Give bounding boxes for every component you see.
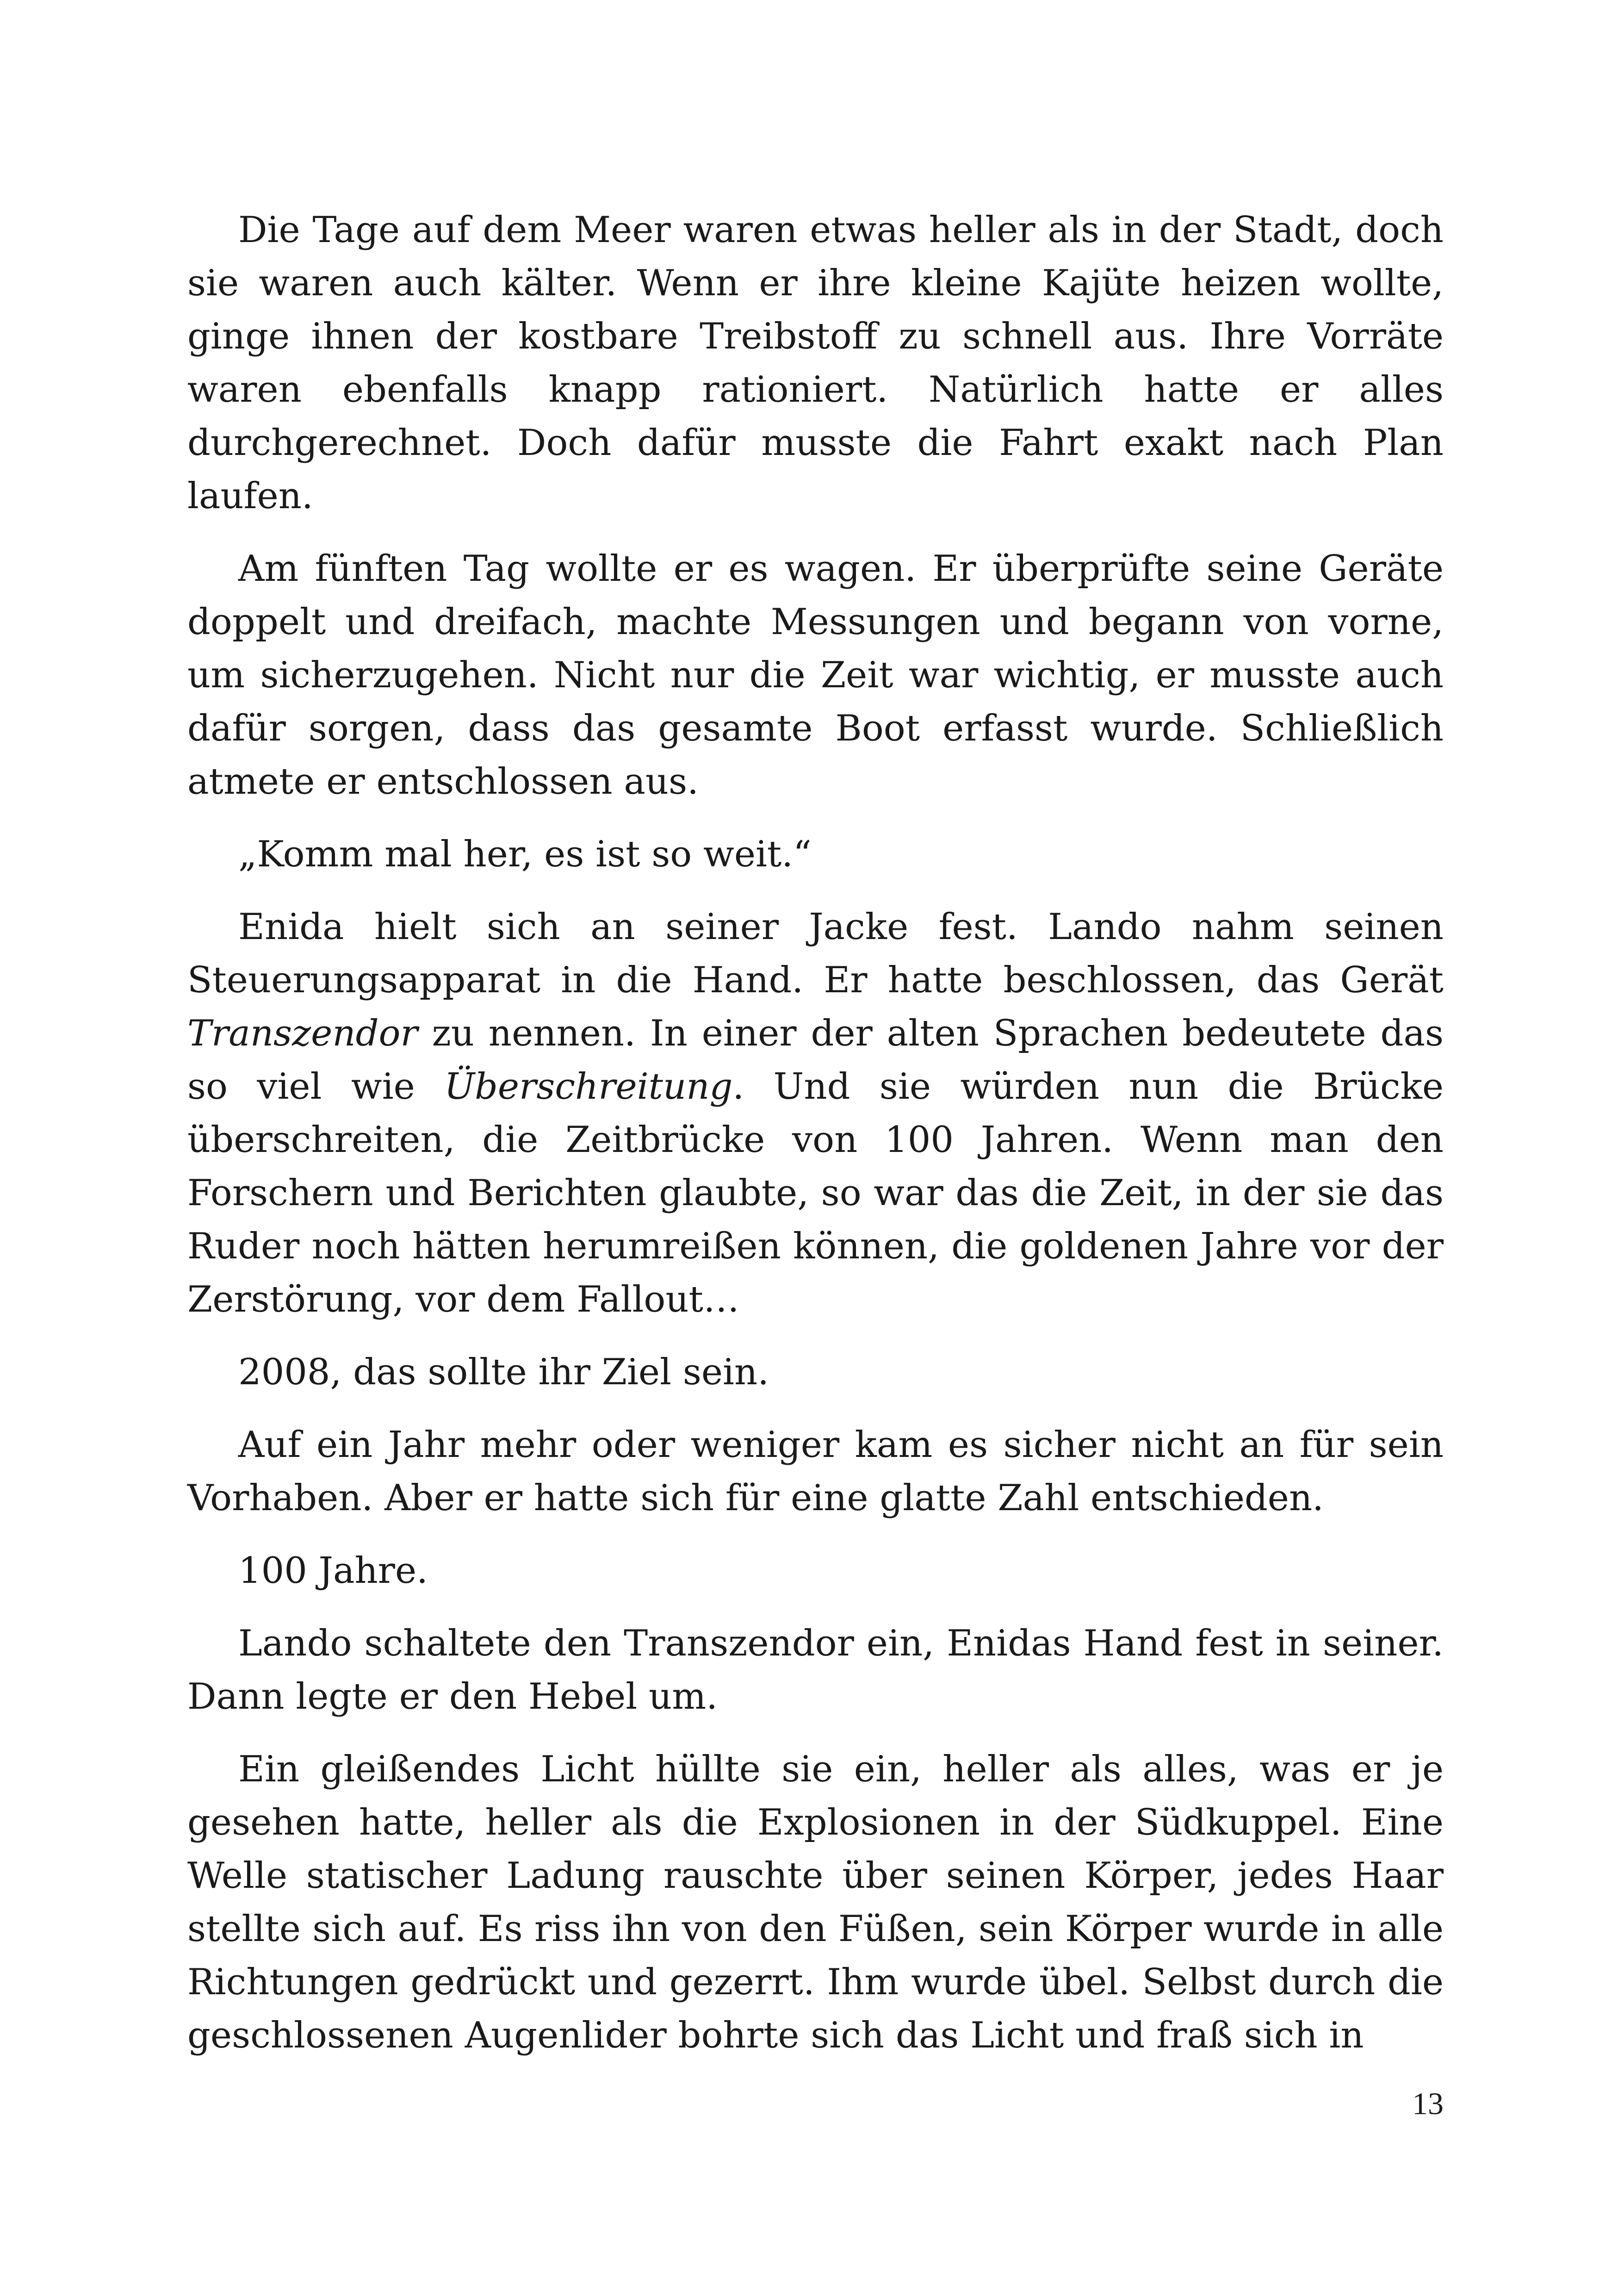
paragraph-4-text-b: zu nennen. In einer der alten Sprachen bedeutete das so viel wie [187, 1013, 1444, 1108]
paragraph-6: Auf ein Jahr mehr oder weniger kam es sicher nicht an für sein Vorhaben. Aber er hatte sich für eine glatte Zahl entschieden. [187, 1424, 1444, 1519]
paragraph-4 [187, 901, 1444, 1326]
paragraph-4-italic-transzendor: Transzendor [187, 1013, 418, 1054]
paragraph-5: 2008, das sollte ihr Ziel sein. [238, 1351, 769, 1393]
paragraph-4-text-a: Enida hielt sich an seiner Jacke fest. Lando nahm seinen Steuerungsapparat in die Hand. Er hatte beschlossen, das Gerät [187, 906, 1444, 1001]
body-text [187, 204, 1444, 2082]
paragraph-3-dialogue: „Komm mal her, es ist so weit.“ [238, 834, 812, 875]
paragraph-1: Die Tage auf dem Meer waren etwas heller als in der Stadt, doch sie waren auch kälter. Wenn er ihre kleine Kajüte heizen wollte, ginge ihnen der kostbare Treibstoff zu schnell aus. Ihre Vorräte waren ebenfalls knapp rationiert. Natürlich hatte er alles durchgerechnet. Doch dafür musste die Fahrt exakt nach Plan laufen. [187, 209, 1444, 517]
paragraph-4-text-c: . Und sie würden nun die Brücke überschreiten, die Zeitbrücke von 100 Jahren. Wenn man den Forschern und Berichten glaubte, so war das die Zeit, in der sie das Ruder noch hätten herumreißen können, die goldenen Jahre vor der Zerstörung, vor dem Fallout… [187, 1066, 1444, 1320]
paragraph-4-italic-ueberschreitung: Überschreitung [444, 1066, 733, 1108]
paragraph-2: Am fünften Tag wollte er es wagen. Er überprüfte seine Geräte doppelt und dreifach, machte Messungen und begann von vorne, um sicherzugehen. Nicht nur die Zeit war wichtig, er musste auch dafür sorgen, dass das gesamte Boot erfasst wurde. Schließlich atmete er entschlossen aus. [187, 548, 1444, 803]
paragraph-8: Lando schaltete den Transzendor ein, Enidas Hand fest in seiner. Dann legte er den Hebel um. [187, 1623, 1444, 1717]
paragraph-7: 100 Jahre. [238, 1550, 428, 1592]
paragraph-9: Ein gleißendes Licht hüllte sie ein, heller als alles, was er je gesehen hatte, heller als die Explosionen in der Südkuppel. Eine Welle statischer Ladung rauschte über seinen Körper, jedes Haar stellte sich auf. Es riss ihn von den Füßen, sein Körper wurde in alle Richtungen gedrückt und gezerrt. Ihm wurde übel. Selbst durch die geschlossenen Augenlider bohrte sich das Licht und fraß sich in [187, 1748, 1444, 2056]
page-number: 13 [1412, 2086, 1444, 2121]
